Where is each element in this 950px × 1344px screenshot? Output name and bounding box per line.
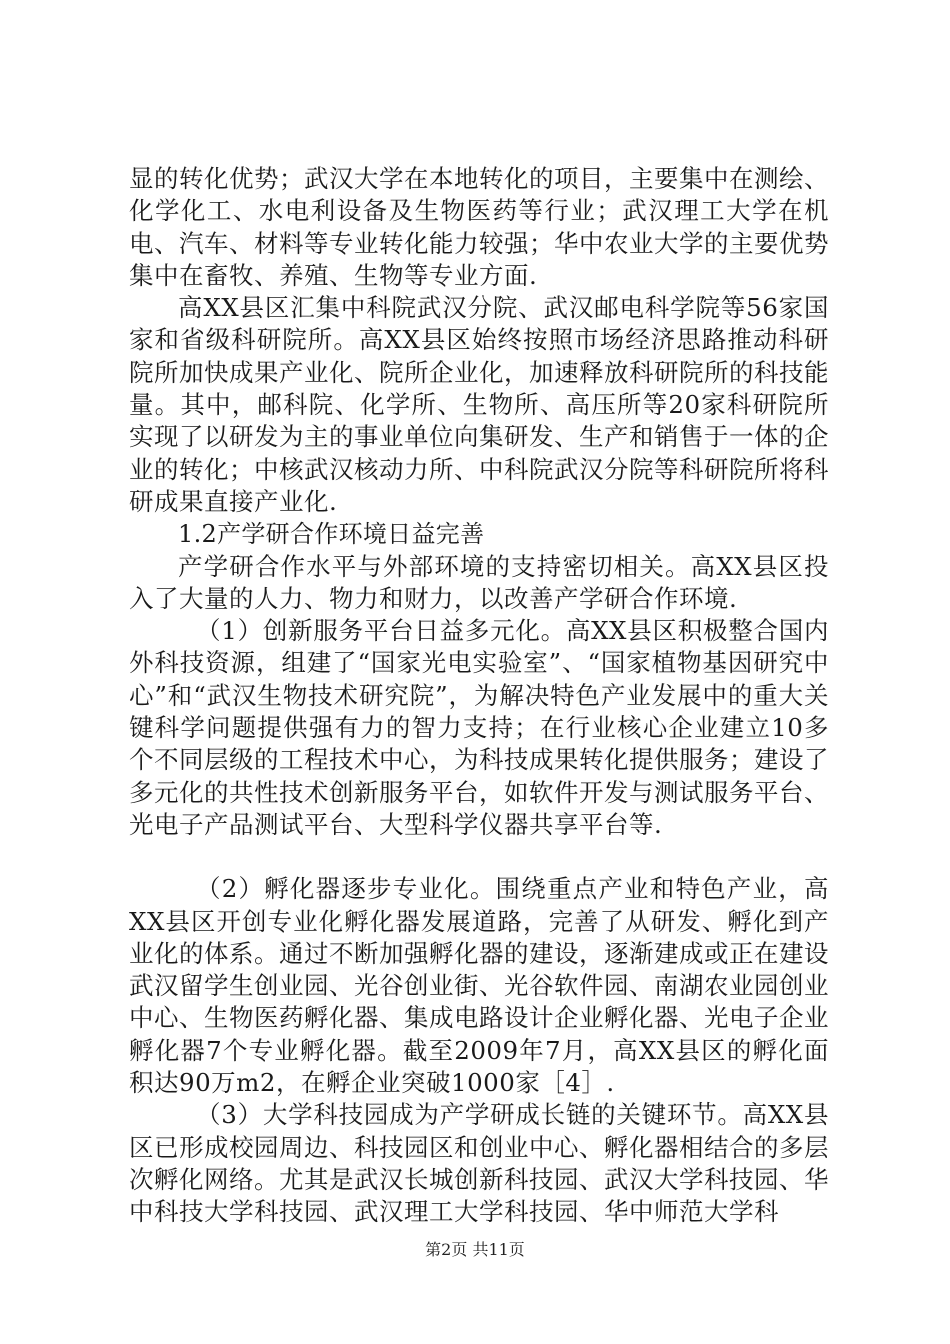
paragraph-service-platform: （1）创新服务平台日益多元化。高XX县区积极整合国内外科技资源，组建了“国家光电实验室”、“国家植物基因研究中心”和“武汉生物技术研究院”，为解决特色产业发展中的重大关键科学问题提供强有力的智力支持；在行业核心企业建立10多个不同层级的工程技术中心，为科技成果转化提供服务；建设了多元化的共性技术创新服务平台，如软件开发与测试服务平台、光电子产品测试平台、大型科学仪器共享平台等. [129, 616, 829, 839]
page-footer: 第2页 共11页 [425, 1240, 525, 1259]
paragraph-environment-intro: 产学研合作水平与外部环境的支持密切相关。高XX县区投入了大量的人力、物力和财力，以改善产学研合作环境. [129, 551, 829, 613]
paragraph-research-institutes: 高XX县区汇集中科院武汉分院、武汉邮电科学院等56家国家和省级科研院所。高XX县区始终按照市场经济思路推动科研院所加快成果产业化、院所企业化，加速释放科研院所的科技能量。其中，邮科院、化学所、生物所、高压所等20家科研院所实现了以研发为主的事业单位向集研发、生产和销售于一体的企业的转化；中核武汉核动力所、中科院武汉分院等科研院所将科研成果直接产业化. [129, 293, 829, 516]
paragraph-science-parks: （3）大学科技园成为产学研成长链的关键环节。高XX县区已形成校园周边、科技园区和创业中心、孵化器相结合的多层次孵化网络。尤其是武汉长城创新科技园、武汉大学科技园、华中科技大学科技园、武汉理工大学科技园、华中师范大学科 [129, 1100, 829, 1227]
paragraph-gap [129, 841, 829, 873]
paragraph-continuation: 显的转化优势；武汉大学在本地转化的项目，主要集中在测绘、化学化工、水电利设备及生物医药等行业；武汉理工大学在机电、汽车、材料等专业转化能力较强；华中农业大学的主要优势集中在畜牧、养殖、生物等专业方面. [129, 164, 829, 290]
document-body [129, 163, 829, 1229]
section-heading: 1.2产学研合作环境日益完善 [178, 520, 485, 549]
paragraph-incubators: （2）孵化器逐步专业化。围绕重点产业和特色产业，高XX县区开创专业化孵化器发展道路，完善了从研发、孵化到产业化的体系。通过不断加强孵化器的建设，逐渐建成或正在建设武汉留学生创业园、光谷创业街、光谷软件园、南湖农业园创业中心、生物医药孵化器、集成电路设计企业孵化器、光电子企业孵化器7个专业孵化器。截至2009年7月，高XX县区的孵化面积达90万m2，在孵企业突破1000家［4］. [129, 874, 829, 1098]
